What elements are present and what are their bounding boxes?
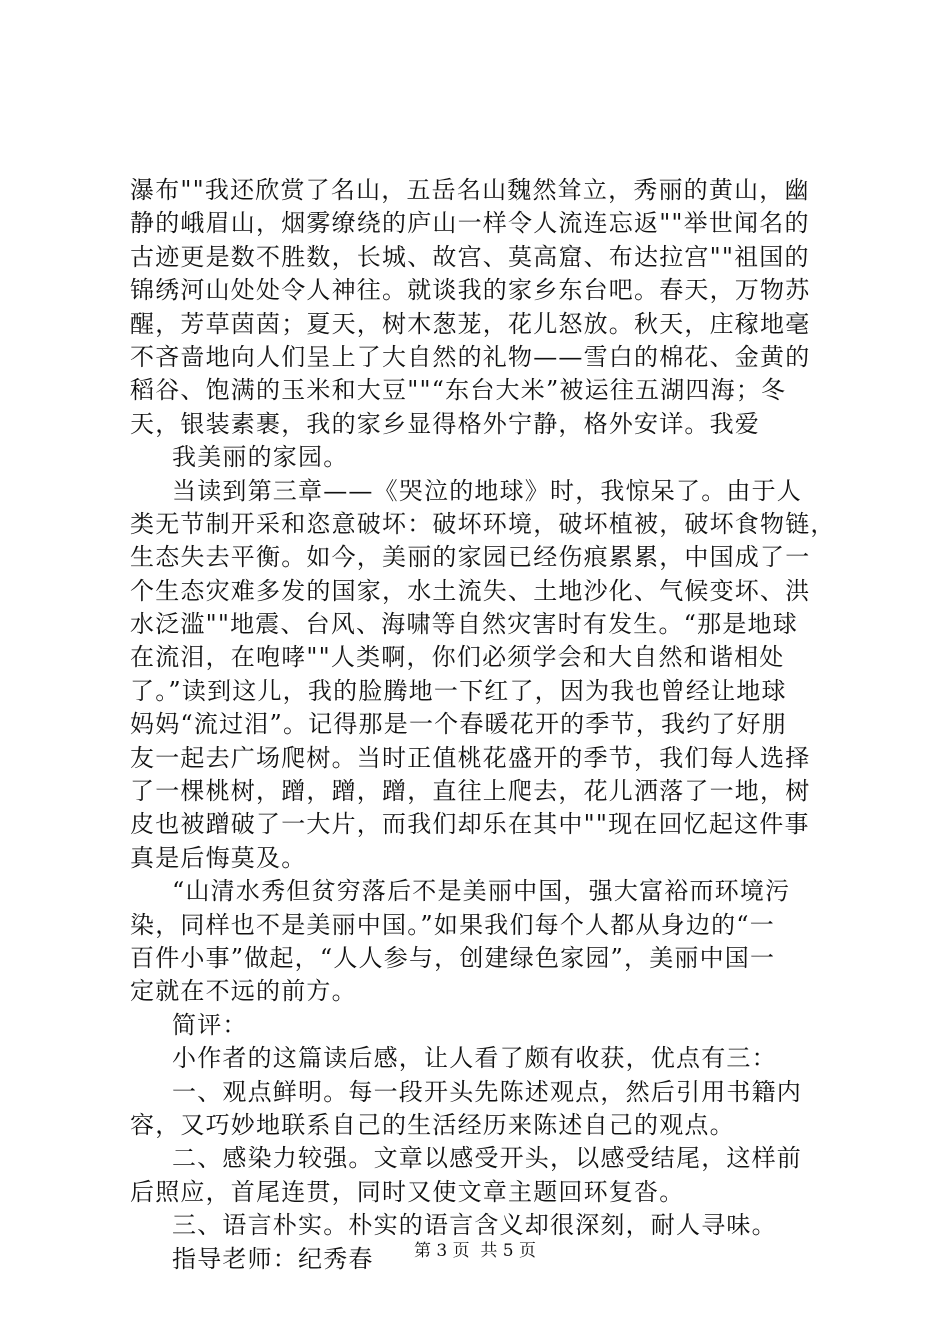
text-line: 醒，芳草茵茵；夏天，树木葱茏，花儿怒放。秋天，庄稼地毫 bbox=[130, 309, 811, 338]
text-line: 个生态灾难多发的国家，水土流失、土地沙化、气候变坏、洪 bbox=[130, 576, 811, 605]
text-line: 水泛滥""地震、台风、海啸等自然灾害时有发生。“那是地球 bbox=[130, 610, 798, 639]
page-footer: 第 3 页 共 5 页 bbox=[413, 1241, 537, 1261]
text-line: 后照应，首尾连贯，同时又使文章主题回环复沓。 bbox=[130, 1177, 685, 1206]
text-line: 生态失去平衡。如今，美丽的家园已经伤痕累累，中国成了一 bbox=[130, 543, 811, 572]
text-line: 妈妈“流过泪”。记得那是一个春暖花开的季节，我约了好朋 bbox=[130, 710, 787, 739]
text-line: 小作者的这篇读后感，让人看了颇有收获，优点有三： bbox=[172, 1044, 777, 1073]
text-line: 稻谷、饱满的玉米和大豆""“东台大米”被运往五湖四海；冬 bbox=[130, 376, 787, 405]
text-line: 天，银装素裹，我的家乡显得格外宁静，格外安详。我爱 bbox=[130, 409, 760, 438]
text-line: “山清水秀但贫穷落后不是美丽中国，强大富裕而环境污 bbox=[172, 877, 791, 906]
text-line: 指导老师：纪秀春 bbox=[172, 1244, 374, 1273]
text-line: 了。”读到这儿，我的脸腾地一下红了，因为我也曾经让地球 bbox=[130, 676, 787, 705]
text-line: 当读到第三章——《哭泣的地球》时，我惊呆了。由于人 bbox=[172, 476, 802, 505]
text-line: 瀑布""我还欣赏了名山，五岳名山魏然耸立，秀丽的黄山，幽 bbox=[130, 176, 810, 204]
text-line: 三、语言朴实。朴实的语言含义却很深刻，耐人寻味。 bbox=[172, 1211, 777, 1240]
text-line: 百件小事”做起，“人人参与，创建绿色家园”，美丽中国一 bbox=[130, 943, 776, 972]
text-line: 容，又巧妙地联系自己的生活经历来陈述自己的观点。 bbox=[130, 1110, 735, 1139]
text-line: 简评： bbox=[172, 1010, 248, 1039]
text-line: 古迹更是数不胜数，长城、故宫、莫高窟、布达拉宫""祖国的 bbox=[130, 242, 810, 271]
text-line: 我美丽的家园。 bbox=[172, 443, 349, 472]
text-line: 真是后悔莫及。 bbox=[130, 843, 307, 872]
text-line: 皮也被蹭破了一大片，而我们却乐在其中""现在回忆起这件事 bbox=[130, 810, 810, 839]
text-line: 二、感染力较强。文章以感受开头，以感受结尾，这样前 bbox=[172, 1144, 802, 1173]
text-line: 染，同样也不是美丽中国。”如果我们每个人都从身边的“一 bbox=[130, 910, 775, 939]
text-line: 类无节制开采和恣意破坏：破坏环境，破坏植被，破坏食物链， bbox=[130, 509, 836, 538]
text-line: 一、观点鲜明。每一段开头先陈述观点，然后引用书籍内 bbox=[172, 1077, 802, 1106]
text-line: 定就在不远的前方。 bbox=[130, 977, 357, 1006]
text-line: 静的峨眉山，烟雾缭绕的庐山一样令人流连忘返""举世闻名的 bbox=[130, 209, 810, 238]
document-body bbox=[130, 174, 836, 1276]
text-line: 了一棵桃树，蹭，蹭，蹭，直往上爬去，花儿洒落了一地，树 bbox=[130, 777, 811, 806]
text-line: 不吝啬地向人们呈上了大自然的礼物——雪白的棉花、金黄的 bbox=[130, 342, 811, 371]
text-line: 锦绣河山处处令人神往。就谈我的家乡东台吧。春天，万物苏 bbox=[130, 276, 811, 305]
text-line: 友一起去广场爬树。当时正值桃花盛开的季节，我们每人选择 bbox=[130, 743, 811, 772]
text-line: 在流泪，在咆哮""人类啊，你们必须学会和大自然和谐相处 bbox=[130, 643, 785, 672]
